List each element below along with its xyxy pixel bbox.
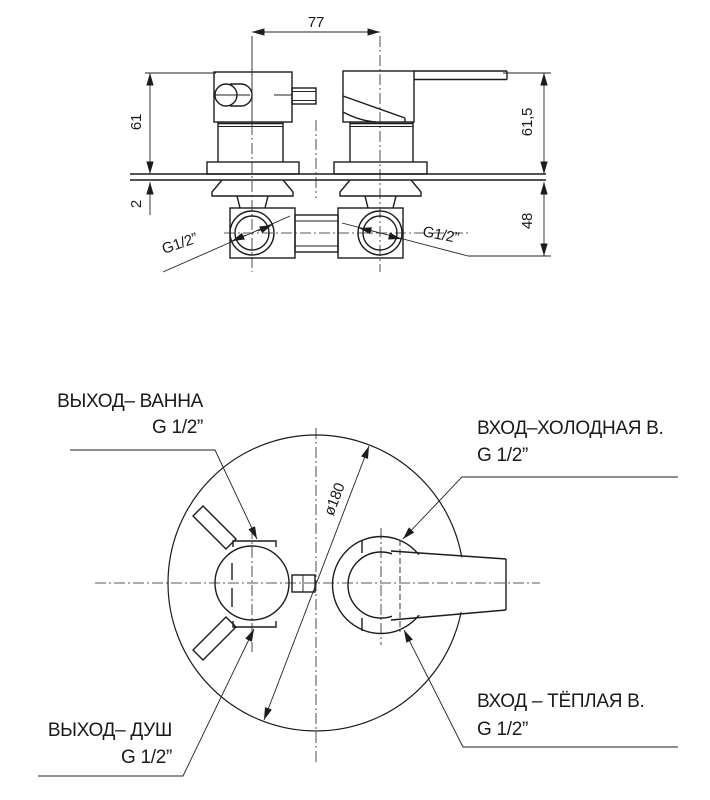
- diverter-plate-bottom: [233, 621, 276, 627]
- dim-2: 2: [128, 199, 145, 209]
- dim-diameter: ø180: [320, 480, 349, 519]
- diverter-spoke-upper: [193, 506, 236, 549]
- left-flange: [207, 162, 299, 174]
- label-warm-inlet-line1: ВХОД – ТЁПЛАЯ В.: [477, 691, 645, 712]
- leader-warm-inlet: [404, 630, 678, 747]
- diverter-head-outline: [214, 72, 292, 122]
- dim-61: 61: [128, 113, 145, 131]
- dim-48: 48: [519, 212, 536, 230]
- spout-stub: [292, 88, 316, 104]
- label-bath-outlet-line2: G 1/2”: [152, 417, 203, 438]
- side-view: [128, 14, 551, 272]
- label-shower-outlet-line1: ВЫХОД– ДУШ: [47, 720, 172, 741]
- diverter-spoke-lower: [193, 617, 236, 660]
- label-bath-outlet-line1: ВЫХОД– ВАННА: [57, 391, 203, 412]
- dim-61-5: 61,5: [519, 107, 536, 137]
- lever-head-outline: [343, 71, 414, 122]
- right-escutcheon: [340, 180, 421, 196]
- plan-view: [38, 391, 678, 776]
- lever-base-edge: [343, 96, 405, 118]
- label-shower-outlet-line2: G 1/2”: [121, 747, 172, 768]
- lever-handle-mask: [392, 553, 505, 617]
- label-warm-inlet-line2: G 1/2”: [477, 719, 528, 740]
- left-escutcheon: [212, 180, 293, 196]
- dim-line-diameter: [264, 446, 369, 720]
- label-cold-inlet-line1: ВХОД–ХОЛОДНАЯ В.: [477, 418, 664, 439]
- thread-label-left: G1/2”: [159, 229, 200, 258]
- dim-77: 77: [307, 14, 325, 31]
- center-stub: [292, 575, 315, 592]
- label-cold-inlet-line2: G 1/2”: [477, 445, 528, 466]
- right-flange: [334, 162, 427, 174]
- thread-label-right: G1/2”: [421, 223, 461, 247]
